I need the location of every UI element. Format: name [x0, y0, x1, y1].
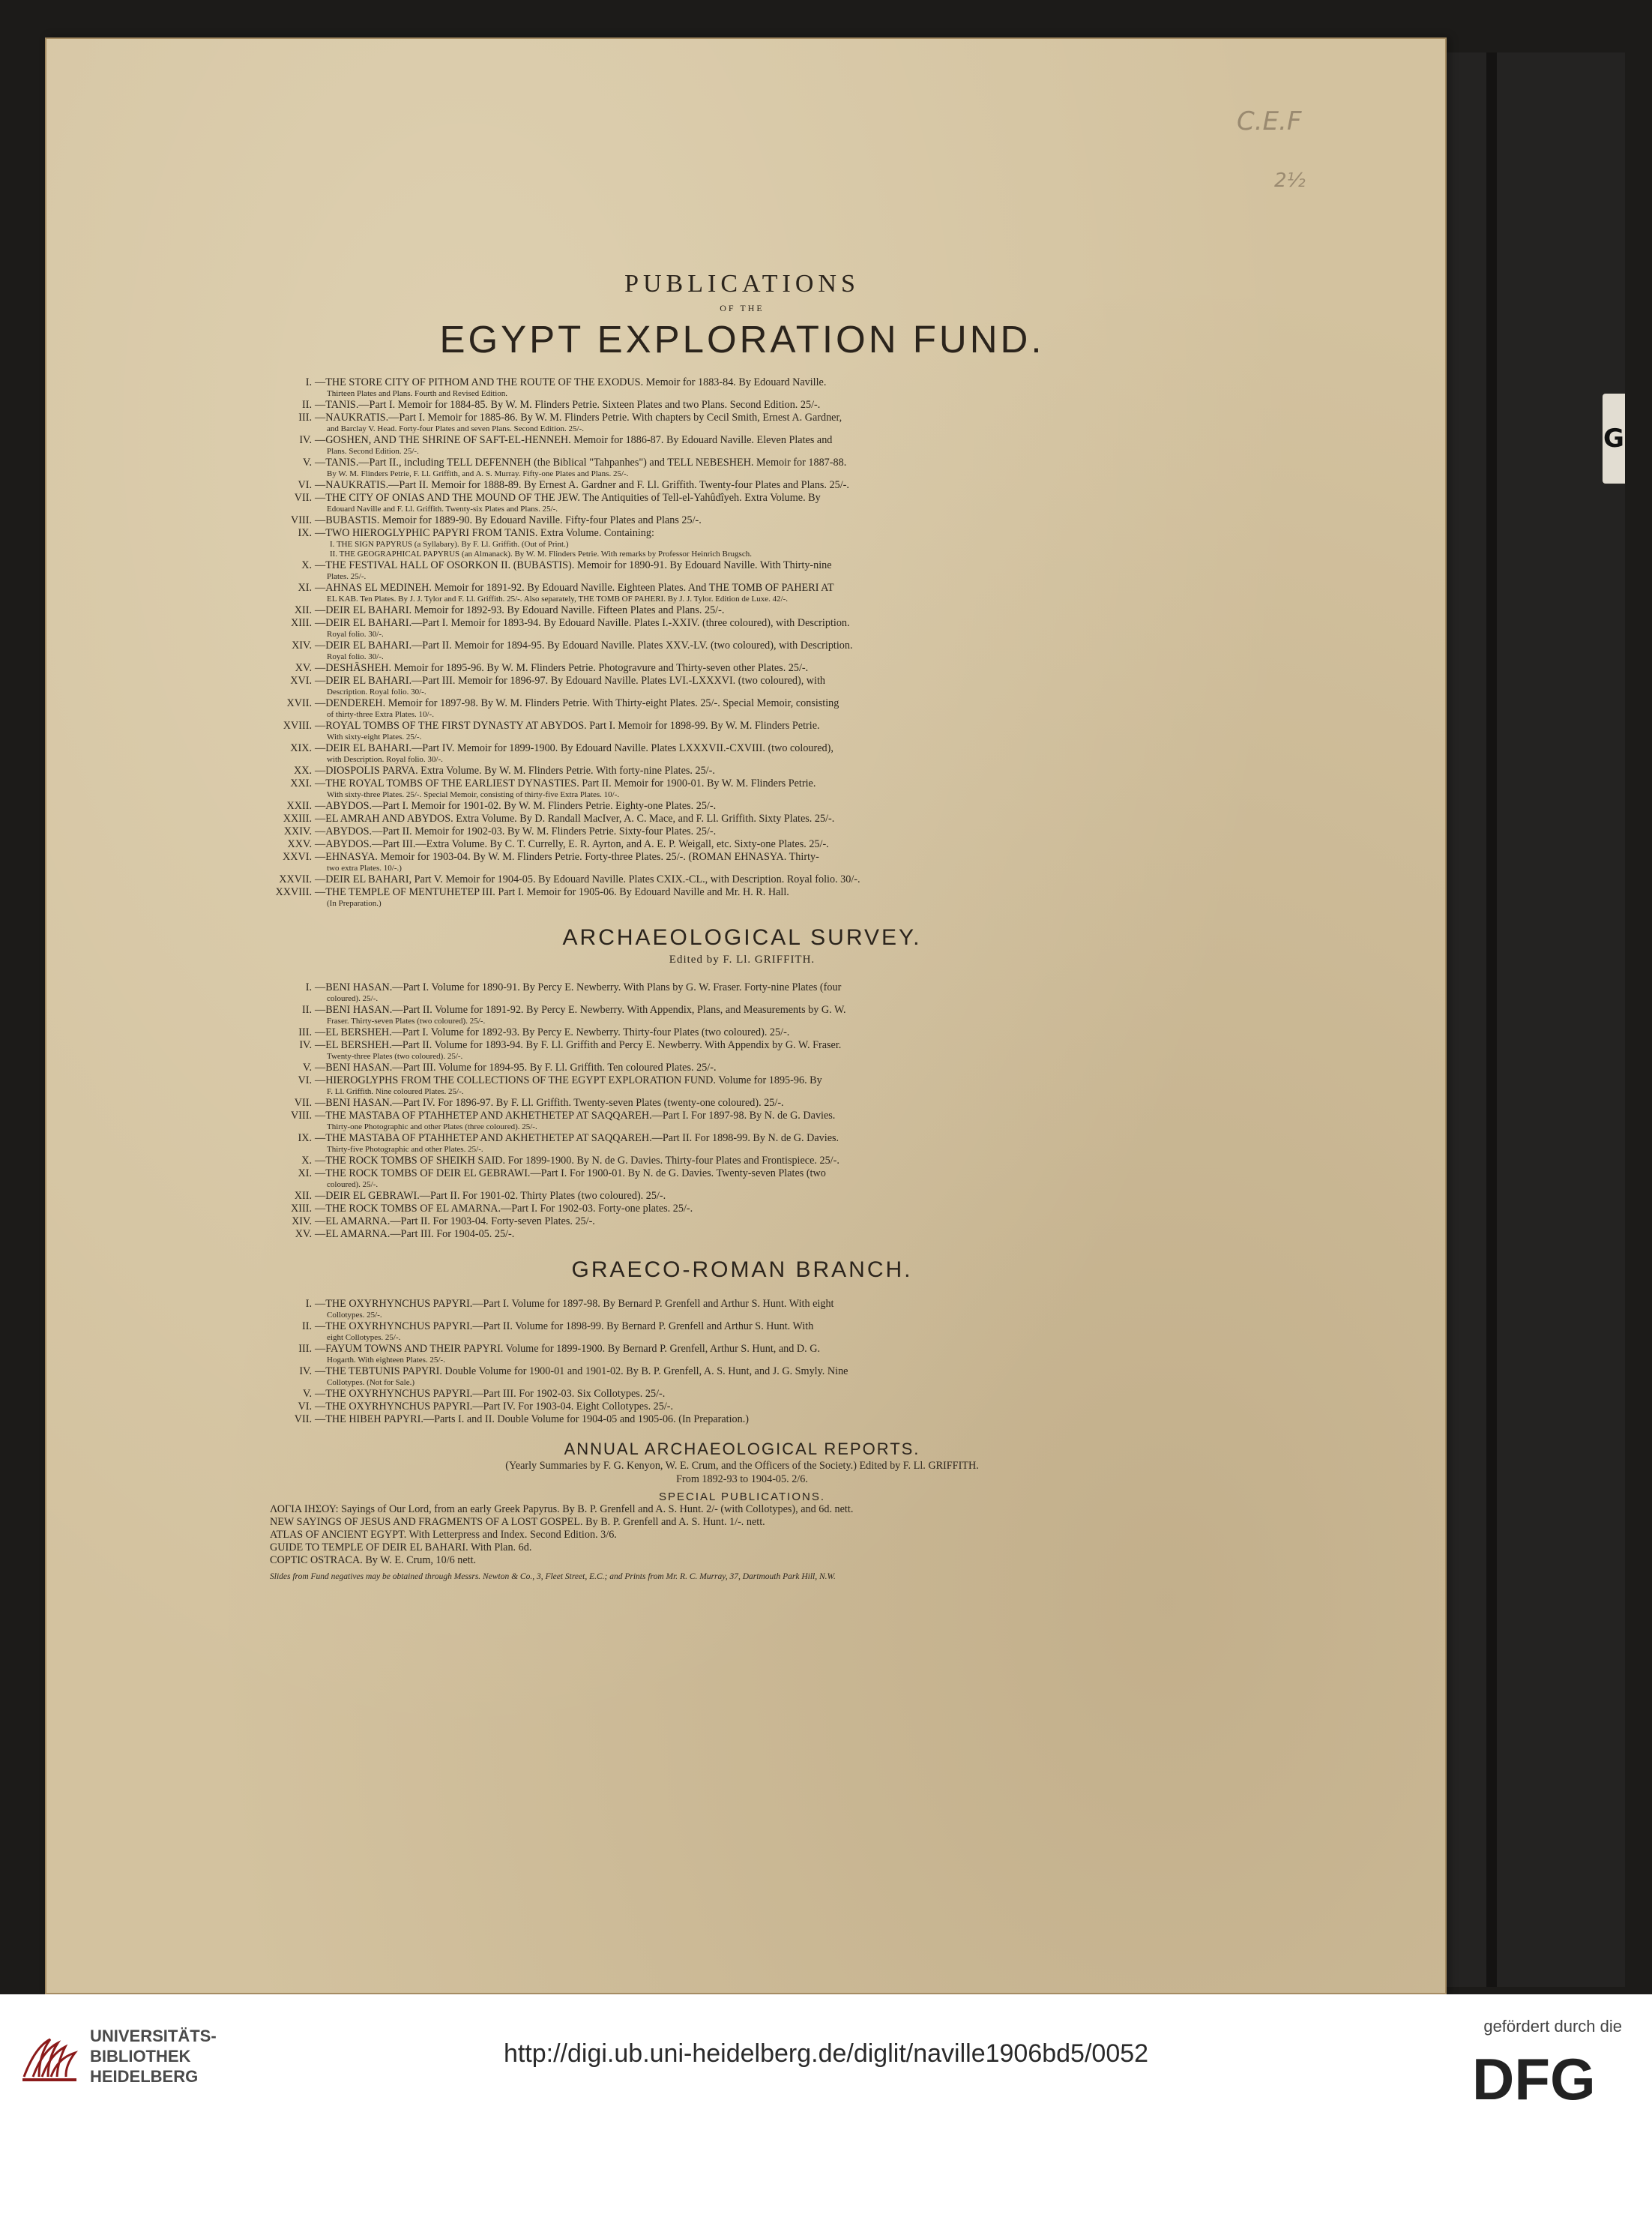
memoir-entry-text: —THE FESTIVAL HALL OF OSORKON II. (BUBASTIS). Memoir for 1890-91. By Edouard Naville. With Thirty-nine [315, 559, 832, 571]
memoir-entry-text: —NAUKRATIS.—Part II. Memoir for 1888-89. By Ernest A. Gardner and F. Ll. Griffith. Twenty-four Plates and Plans. 25/-. [315, 479, 849, 491]
memoir-entry-text: —THE ROYAL TOMBS OF THE EARLIEST DYNASTIES. Part II. Memoir for 1900-01. By W. M. Flinders Petrie. [315, 777, 816, 789]
special-publication-item: ΛΟΓΙΑ ΙΗΣΟΥ: Sayings of Our Lord, from an early Greek Papyrus. By B. P. Grenfell and A. S. Hunt. 2/- (with Collotypes), and 6d. nett. [270, 1503, 854, 1515]
memoir-entry [270, 640, 1214, 662]
survey-entry-detail: F. Ll. Griffith. Nine coloured Plates. 25/-. [327, 1087, 464, 1096]
graeco-entry [270, 1401, 1214, 1413]
memoir-entry-detail: EL KAB. Ten Plates. By J. J. Tylor and F. Ll. Griffith. 25/-. Also separately, THE TOMB OF PAHERI. By J. J. Tylor. Edition de Luxe. 42/-. [327, 595, 789, 604]
survey-entry [270, 1203, 1214, 1215]
memoir-entry-text: —TANIS.—Part II., including TELL DEFENNEH (the Biblical "Tahpanhes") and TELL NEBESHEH. Memoir for 1887-88. [315, 457, 847, 469]
memoir-entry-text: —DEIR EL BAHARI. Memoir for 1892-93. By Edouard Naville. Fifteen Plates and Plans. 25/-. [315, 604, 725, 616]
survey-entry-number: I. [305, 981, 312, 993]
survey-entry [270, 1039, 1214, 1062]
memoir-entry-text: —DIOSPOLIS PARVA. Extra Volume. By W. M. Flinders Petrie. With forty-nine Plates. 25/-. [315, 765, 715, 777]
memoir-entry [270, 662, 1214, 675]
memoir-entry-text: —AHNAS EL MEDINEH. Memoir for 1891-92. By Edouard Naville. Eighteen Plates. And THE TOMB OF PAHERI AT [315, 582, 834, 594]
special-publication-item: ATLAS OF ANCIENT EGYPT. With Letterpress and Index. Second Edition. 3/6. [270, 1529, 617, 1541]
library-name-line: BIBLIOTHEK [90, 2047, 191, 2066]
graeco-entry-number: I. [305, 1298, 312, 1310]
survey-entry-text: —THE ROCK TOMBS OF SHEIKH SAID. For 1899-1900. By N. de G. Davies. Thirty-four Plates and Frontispiece. 25/-. [315, 1155, 839, 1167]
graeco-entry-text: —THE TEBTUNIS PAPYRI. Double Volume for 1900-01 and 1901-02. By B. P. Grenfell, A. S. Hunt, and J. G. Smyly. Nine [315, 1365, 848, 1377]
survey-entry-text: —HIEROGLYPHS FROM THE COLLECTIONS OF THE EGYPT EXPLORATION FUND. Volume for 1895-96. By [315, 1074, 822, 1086]
memoir-entry-detail: With sixty-eight Plates. 25/-. [327, 733, 422, 741]
survey-entry [270, 1004, 1214, 1026]
page-url-link[interactable]: http://digi.ub.uni-heidelberg.de/diglit/naville1906bd5/0052 [503, 2039, 1149, 2068]
memoir-entry-number: XX. [293, 765, 312, 777]
survey-entry-number: XIV. [292, 1215, 312, 1227]
memoir-entry-detail: Edouard Naville and F. Ll. Griffith. Twenty-six Plates and Plans. 25/-. [327, 505, 558, 514]
memoir-entry-number: XXIII. [283, 813, 312, 825]
memoir-entry [270, 492, 1214, 514]
survey-entry-text: —EL BERSHEH.—Part II. Volume for 1893-94. By F. Ll. Griffith and Percy E. Newberry. With Appendix by G. W. Fraser. [315, 1039, 842, 1051]
survey-entry-text: —THE MASTABA OF PTAHHETEP AND AKHETHETEP AT SAQQAREH.—Part II. For 1898-99. By N. de G. Davies. [315, 1132, 839, 1144]
memoir-entry-detail: with Description. Royal folio. 30/-. [327, 755, 443, 764]
memoir-entry-text: —THE STORE CITY OF PITHOM AND THE ROUTE OF THE EXODUS. Memoir for 1883-84. By Edouard Naville. [315, 376, 827, 388]
section-annual-reports: ANNUAL ARCHAEOLOGICAL REPORTS. [564, 1440, 920, 1458]
survey-entry [270, 1110, 1214, 1132]
survey-list [270, 981, 1214, 1241]
graeco-entry-number: V. [303, 1388, 312, 1400]
survey-entry-text: —DEIR EL GEBRAWI.—Part II. For 1901-02. Thirty Plates (two coloured). 25/-. [315, 1190, 666, 1202]
special-publications-list [270, 1503, 1214, 1567]
graeco-entry-detail: eight Collotypes. 25/-. [327, 1333, 401, 1342]
memoir-entry-number: XXV. [287, 838, 312, 850]
survey-entry [270, 1132, 1214, 1155]
graeco-entry-detail: Collotypes. (Not for Sale.) [327, 1378, 415, 1387]
memoir-entry-number: XXVII. [279, 873, 312, 885]
survey-entry [270, 1062, 1214, 1074]
pencil-note: C.E.F [1237, 106, 1302, 136]
survey-entry [270, 1155, 1214, 1167]
memoir-entry [270, 765, 1214, 777]
memoir-entry [270, 479, 1214, 492]
section-archaeological-survey: ARCHAEOLOGICAL SURVEY. [562, 925, 922, 950]
survey-entry-number: IX. [298, 1132, 312, 1144]
memoir-entry [270, 742, 1214, 765]
memoir-entry [270, 813, 1214, 825]
survey-entry-number: XIII. [291, 1203, 312, 1215]
memoir-entry [270, 617, 1214, 640]
memoir-entry-number: IX. [298, 527, 312, 539]
graeco-entry [270, 1343, 1214, 1365]
memoir-entry-detail: Plans. Second Edition. 25/-. [327, 447, 419, 456]
memoir-entry [270, 399, 1214, 412]
graeco-entry-number: III. [298, 1343, 312, 1355]
memoir-entry-text: —THE TEMPLE OF MENTUHETEP III. Part I. Memoir for 1905-06. By Edouard Naville and Mr. H. R. Hall. [315, 886, 789, 898]
memoir-entry-number: IV. [299, 434, 312, 446]
survey-entry-number: XI. [298, 1167, 312, 1179]
heading-of-the: OF THE [720, 303, 765, 313]
graeco-entry-number: IV. [299, 1365, 312, 1377]
graeco-entry-text: —THE OXYRHYNCHUS PAPYRI.—Part II. Volume for 1898-99. By Bernard P. Grenfell and Arthur S. Hunt. With [315, 1320, 814, 1332]
survey-entry-detail: Thirty-five Photographic and other Plates. 25/-. [327, 1145, 483, 1154]
memoir-entry-text: —GOSHEN, AND THE SHRINE OF SAFT-EL-HENNEH. Memoir for 1886-87. By Edouard Naville. Eleven Plates and [315, 434, 833, 446]
memoir-entry-number: XIII. [291, 617, 312, 629]
slides-note: Slides from Fund negatives may be obtained through Messrs. Newton & Co., 3, Fleet Street, E.C.; and Prints from Mr. R. C. Murray, 37, Dartmouth Park Hill, N.W. [270, 1572, 836, 1581]
spine-label: G [1603, 394, 1625, 484]
book-spine [1417, 52, 1625, 1987]
special-publication-item: NEW SAYINGS OF JESUS AND FRAGMENTS OF A LOST GOSPEL. By B. P. Grenfell and A. S. Hunt. 1/-. nett. [270, 1516, 765, 1528]
memoir-entry-number: III. [298, 412, 312, 424]
annual-reports-range: From 1892-93 to 1904-05. 2/6. [676, 1473, 808, 1485]
survey-entry-detail: coloured). 25/-. [327, 994, 379, 1003]
survey-entry [270, 1097, 1214, 1110]
memoir-entry [270, 550, 1214, 559]
memoir-entry-text: I. THE SIGN PAPYRUS (a Syllabary). By F. Ll. Griffith. (Out of Print.) [330, 540, 569, 549]
memoir-entry-number: V. [303, 457, 312, 469]
funded-by-label: gefördert durch die [1483, 2017, 1622, 2036]
survey-editor: Edited by F. Ll. GRIFFITH. [669, 954, 816, 966]
pencil-note-number: 2½ [1274, 169, 1306, 192]
survey-entry-number: VI. [298, 1074, 312, 1086]
memoir-entry-text: —ROYAL TOMBS OF THE FIRST DYNASTY AT ABYDOS. Part I. Memoir for 1898-99. By W. M. Flinders Petrie. [315, 720, 820, 732]
memoir-entry [270, 825, 1214, 838]
memoir-entry [270, 604, 1214, 617]
dfg-logo-text: DFG [1472, 2047, 1596, 2107]
graeco-entry [270, 1388, 1214, 1401]
special-publication-item: GUIDE TO TEMPLE OF DEIR EL BAHARI. With Plan. 6d. [270, 1541, 532, 1553]
memoir-entry-detail: By W. M. Flinders Petrie, F. Ll. Griffith, and A. S. Murray. Fifty-one Plates and Plans. 25/-. [327, 469, 629, 478]
survey-entry [270, 1228, 1214, 1241]
memoir-entry-detail: two extra Plates. 10/-.) [327, 864, 402, 873]
memoir-entry [270, 540, 1214, 550]
memoir-entry [270, 873, 1214, 886]
survey-entry-text: —THE MASTABA OF PTAHHETEP AND AKHETHETEP AT SAQQAREH.—Part I. For 1897-98. By N. de G. Davies. [315, 1110, 836, 1122]
viewer-footer [0, 1994, 1652, 2223]
library-name-line: UNIVERSITÄTS- [90, 2027, 217, 2045]
memoir-entry-number: XII. [294, 604, 312, 616]
memoir-entry-text: —DEIR EL BAHARI.—Part IV. Memoir for 1899-1900. By Edouard Naville. Plates LXXXVII.-CXVIII. (two coloured), [315, 742, 833, 754]
memoir-entry-detail: Thirteen Plates and Plans. Fourth and Revised Edition. [327, 389, 508, 398]
memoir-entry [270, 886, 1214, 909]
survey-entry [270, 1167, 1214, 1190]
memoir-entry [270, 582, 1214, 604]
memoir-entry [270, 675, 1214, 697]
memoir-entry-number: XXII. [286, 800, 312, 812]
memoir-entry-number: X. [301, 559, 312, 571]
memoir-entry [270, 412, 1214, 434]
survey-entry-number: V. [303, 1062, 312, 1074]
memoir-entry [270, 434, 1214, 457]
memoir-entry-detail: With sixty-three Plates. 25/-. Special Memoir, consisting of thirty-five Extra Plates. 10/-. [327, 790, 620, 799]
graeco-entry-number: VI. [298, 1401, 312, 1413]
survey-entry-number: VII. [294, 1097, 312, 1109]
memoir-entry-text: —TWO HIEROGLYPHIC PAPYRI FROM TANIS. Extra Volume. Containing: [315, 527, 654, 539]
memoir-entry-number: XXIV. [283, 825, 312, 837]
memoir-entry-detail: Royal folio. 30/-. [327, 630, 384, 639]
survey-entry-text: —THE ROCK TOMBS OF EL AMARNA.—Part I. For 1902-03. Forty-one plates. 25/-. [315, 1203, 693, 1215]
memoir-entry [270, 838, 1214, 851]
memoir-entry-text: —DENDEREH. Memoir for 1897-98. By W. M. Flinders Petrie. With Thirty-eight Plates. 25/-. Special Memoir, consisting [315, 697, 839, 709]
graeco-entry-text: —FAYUM TOWNS AND THEIR PAPYRI. Volume for 1899-1900. By Bernard P. Grenfell, Arthur S. Hunt, and D. G. [315, 1343, 821, 1355]
survey-entry-text: —BENI HASAN.—Part II. Volume for 1891-92. By Percy E. Newberry. With Appendix, Plans, and Measurements by G. W. [315, 1004, 846, 1016]
memoir-entry-number: XIV. [292, 640, 312, 652]
memoir-entry-text: —ABYDOS.—Part II. Memoir for 1902-03. By W. M. Flinders Petrie. Sixty-four Plates. 25/-. [315, 825, 717, 837]
memoir-entry-text: —EHNASYA. Memoir for 1903-04. By W. M. Flinders Petrie. Forty-three Plates. 25/-. (ROMAN EHNASYA. Thirty- [315, 851, 819, 863]
memoir-entry-number: XVIII. [283, 720, 312, 732]
survey-entry-number: III. [298, 1026, 312, 1038]
memoir-entry-detail: Plates. 25/-. [327, 572, 367, 581]
memoir-entry-text: —DEIR EL BAHARI, Part V. Memoir for 1904-05. By Edouard Naville. Plates CXIX.-CL., with Description. Royal folio. 30/-. [315, 873, 860, 885]
graeco-entry-text: —THE OXYRHYNCHUS PAPYRI.—Part III. For 1902-03. Six Collotypes. 25/-. [315, 1388, 666, 1400]
memoir-entry [270, 851, 1214, 873]
annual-reports-line: (Yearly Summaries by F. G. Kenyon, W. E. Crum, and the Officers of the Society.) Edited by F. Ll. GRIFFITH. [505, 1460, 979, 1472]
memoir-entry [270, 514, 1214, 527]
memoir-entry [270, 457, 1214, 479]
memoir-entry [270, 559, 1214, 582]
memoir-entry-detail: and Barclay V. Head. Forty-four Plates and seven Plans. Second Edition. 25/-. [327, 424, 584, 433]
section-special-publications: SPECIAL PUBLICATIONS. [658, 1490, 826, 1503]
memoir-entry [270, 376, 1214, 399]
memoir-entry-text: —DESHÂSHEH. Memoir for 1895-96. By W. M. Flinders Petrie. Photogravure and Thirty-seven other Plates. 25/-. [315, 662, 809, 674]
graeco-entry-detail: Hogarth. With eighteen Plates. 25/-. [327, 1356, 445, 1365]
memoir-entry-detail: (In Preparation.) [327, 899, 382, 908]
memoir-entry-number: XI. [298, 582, 312, 594]
memoir-entry [270, 720, 1214, 742]
dfg-logo-icon [1472, 2047, 1622, 2107]
memoir-entry-number: VIII. [291, 514, 312, 526]
graeco-entry [270, 1298, 1214, 1320]
graeco-entry-number: VII. [294, 1413, 312, 1425]
memoir-entry-number: VI. [298, 479, 312, 491]
memoir-entry-text: —ABYDOS.—Part I. Memoir for 1901-02. By W. M. Flinders Petrie. Eighty-one Plates. 25/-. [315, 800, 717, 812]
memoir-entry-text: —THE CITY OF ONIAS AND THE MOUND OF THE JEW. The Antiquities of Tell-el-Yahûdîyeh. Extra Volume. By [315, 492, 821, 504]
graeco-entry-text: —THE OXYRHYNCHUS PAPYRI.—Part IV. For 1903-04. Eight Collotypes. 25/-. [315, 1401, 674, 1413]
survey-entry [270, 1215, 1214, 1228]
memoir-entry-number: XXVI. [282, 851, 312, 863]
memoir-entry-number: VII. [294, 492, 312, 504]
memoir-entry-text: II. THE GEOGRAPHICAL PAPYRUS (an Almanack). By W. M. Flinders Petrie. With remarks by Professor Heinrich Brugsch. [330, 550, 752, 559]
survey-entry-text: —EL AMARNA.—Part III. For 1904-05. 25/-. [315, 1228, 515, 1240]
graeco-entry-detail: Collotypes. 25/-. [327, 1311, 382, 1320]
cover-board [45, 37, 1447, 1994]
survey-entry [270, 1074, 1214, 1097]
graeco-entry [270, 1413, 1214, 1426]
memoirs-list [270, 376, 1214, 909]
survey-entry-text: —EL BERSHEH.—Part I. Volume for 1892-93. By Percy E. Newberry. Thirty-four Plates (two coloured). 25/-. [315, 1026, 790, 1038]
survey-entry-detail: Fraser. Thirty-seven Plates (two coloured). 25/-. [327, 1017, 486, 1026]
survey-entry-number: II. [302, 1004, 312, 1016]
memoir-entry-text: —NAUKRATIS.—Part I. Memoir for 1885-86. By W. M. Flinders Petrie. With chapters by Cecil Smith, Ernest A. Gardner, [315, 412, 842, 424]
memoir-entry-text: —DEIR EL BAHARI.—Part I. Memoir for 1893-94. By Edouard Naville. Plates I.-XXIV. (three coloured), with Description. [315, 617, 850, 629]
section-graeco-roman: GRAECO-ROMAN BRANCH. [571, 1257, 913, 1282]
survey-entry-detail: coloured). 25/-. [327, 1180, 379, 1189]
survey-entry [270, 1026, 1214, 1039]
spine-bevel [1486, 52, 1497, 1987]
special-publication-item: COPTIC OSTRACA. By W. E. Crum, 10/6 nett. [270, 1554, 477, 1566]
graeco-entry-text: —THE HIBEH PAPYRI.—Parts I. and II. Double Volume for 1904-05 and 1905-06. (In Preparation.) [315, 1413, 749, 1425]
memoir-entry-text: —EL AMRAH AND ABYDOS. Extra Volume. By D. Randall MacIver, A. C. Mace, and F. Ll. Griffith. Sixty Plates. 25/-. [315, 813, 835, 825]
survey-entry-text: —THE ROCK TOMBS OF DEIR EL GEBRAWI.—Part I. For 1900-01. By N. de G. Davies. Twenty-seven Plates (two [315, 1167, 826, 1179]
memoir-entry-number: XVI. [290, 675, 312, 687]
memoir-entry [270, 527, 1214, 540]
memoir-entry-number: XIX. [290, 742, 312, 754]
graeco-entry [270, 1365, 1214, 1388]
memoir-entry-number: I. [305, 376, 312, 388]
survey-entry-text: —BENI HASAN.—Part IV. For 1896-97. By F. Ll. Griffith. Twenty-seven Plates (twenty-one coloured). 25/-. [315, 1097, 784, 1109]
survey-entry [270, 1190, 1214, 1203]
memoir-entry-number: XVII. [286, 697, 312, 709]
memoir-entry [270, 697, 1214, 720]
memoir-entry-text: —ABYDOS.—Part III.—Extra Volume. By C. T. Currelly, E. R. Ayrton, and A. E. P. Weigall, etc. Sixty-one Plates. 25/-. [315, 838, 829, 850]
graeco-entry-text: —THE OXYRHYNCHUS PAPYRI.—Part I. Volume for 1897-98. By Bernard P. Grenfell and Arthur S. Hunt. With eight [315, 1298, 834, 1310]
memoir-entry [270, 800, 1214, 813]
survey-entry-text: —EL AMARNA.—Part II. For 1903-04. Forty-seven Plates. 25/-. [315, 1215, 595, 1227]
survey-entry [270, 981, 1214, 1004]
memoir-entry-number: II. [302, 399, 312, 411]
heading-publications: PUBLICATIONS [624, 270, 860, 298]
memoir-entry-text: —DEIR EL BAHARI.—Part II. Memoir for 1894-95. By Edouard Naville. Plates XXV.-LV. (two coloured), with Description. [315, 640, 853, 652]
survey-entry-text: —BENI HASAN.—Part III. Volume for 1894-95. By F. Ll. Griffith. Ten coloured Plates. 25/-. [315, 1062, 717, 1074]
survey-entry-text: —BENI HASAN.—Part I. Volume for 1890-91. By Percy E. Newberry. With Plans by G. W. Fraser. Forty-nine Plates (four [315, 981, 842, 993]
memoir-entry-number: XV. [295, 662, 312, 674]
memoir-entry-number: XXVIII. [275, 886, 312, 898]
memoir-entry [270, 777, 1214, 800]
survey-entry-number: XII. [294, 1190, 312, 1202]
memoir-entry-detail: Royal folio. 30/-. [327, 652, 384, 661]
memoir-entry-text: —DEIR EL BAHARI.—Part III. Memoir for 1896-97. By Edouard Naville. Plates LVI.-LXXXVI. (two coloured), with [315, 675, 826, 687]
survey-entry-detail: Twenty-three Plates (two coloured). 25/-. [327, 1052, 463, 1061]
memoir-entry-text: —BUBASTIS. Memoir for 1889-90. By Edouard Naville. Fifty-four Plates and Plans 25/-. [315, 514, 702, 526]
survey-entry-detail: Thirty-one Photographic and other Plates (three coloured). 25/-. [327, 1122, 537, 1131]
survey-entry-number: X. [301, 1155, 312, 1167]
memoir-entry-detail: of thirty-three Extra Plates. 10/-. [327, 710, 434, 719]
library-name-line: HEIDELBERG [90, 2067, 199, 2086]
heading-egypt-exploration-fund: EGYPT EXPLORATION FUND. [439, 318, 1045, 361]
memoir-entry-text: —TANIS.—Part I. Memoir for 1884-85. By W. M. Flinders Petrie. Sixteen Plates and two Plans. Second Edition. 25/-. [315, 399, 821, 411]
survey-entry-number: IV. [299, 1039, 312, 1051]
survey-entry-number: VIII. [291, 1110, 312, 1122]
survey-entry-number: XV. [295, 1228, 312, 1240]
graeco-list [270, 1298, 1214, 1426]
publication-list [270, 270, 1214, 1583]
memoir-entry-number: XXI. [290, 777, 312, 789]
graeco-entry-number: II. [302, 1320, 312, 1332]
memoir-entry-detail: Description. Royal folio. 30/-. [327, 688, 426, 697]
graeco-entry [270, 1320, 1214, 1343]
